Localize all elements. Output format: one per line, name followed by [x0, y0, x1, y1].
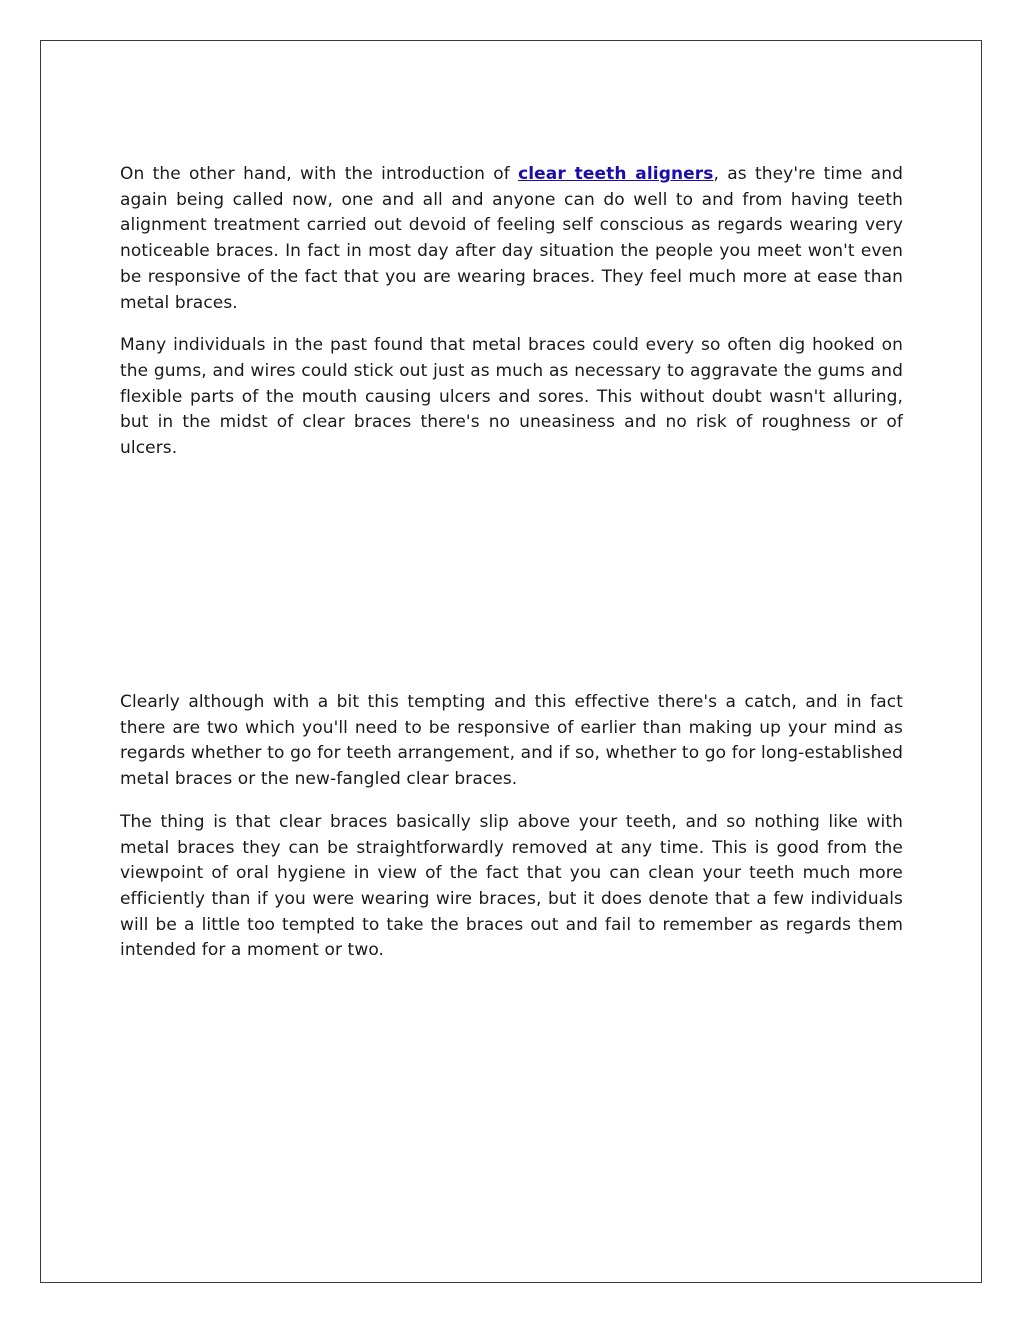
paragraph-removable-braces: The thing is that clear braces basically slip above your teeth, and so nothing like with metal braces they can be straightforwardly removed at any time. This is good from the viewpoint of oral hygiene in view of the fact that you can clean your teeth much more efficiently than if you were wearing wire braces, but it does denote that a few individuals will be a little too tempted to take the braces out and fail to remember as regards them intended for a moment or two. — [120, 811, 903, 961]
paragraph-metal-braces-problems: Many individuals in the past found that metal braces could every so often dig hooked on the gums, and wires could stick out just as much as necessary to aggravate the gums and flexible parts of the mouth causing ulcers and sores. This without doubt wasn't alluring, but in the midst of clear braces there's no uneasiness and no risk of roughness or of ulcers. — [120, 335, 903, 459]
text-section-1 — [120, 162, 903, 479]
paragraph-text-after-link: , as they're time and again being called now, one and all and anyone can do well to and from having teeth alignment treatment carried out devoid of feeling self conscious as regards wearing very noticeable braces. In fact in most day after day situation the people you meet won't even be responsive of the fact that you are wearing braces. They feel much more at ease than metal braces. — [120, 164, 903, 313]
clear-teeth-aligners-link[interactable]: clear teeth aligners — [518, 164, 714, 184]
paragraph-clear-aligners-intro — [120, 162, 903, 316]
paragraph-text-before-link: On the other hand, with the introduction of — [120, 164, 519, 184]
text-section-2 — [120, 690, 903, 981]
paragraph-catch: Clearly although with a bit this tempting and this effective there's a catch, and in fact there are two which you'll need to be responsive of earlier than making up your mind as regards whether to go for teeth arrangement, and if so, whether to go for long-established metal braces or the new-fangled clear braces. — [120, 692, 903, 790]
